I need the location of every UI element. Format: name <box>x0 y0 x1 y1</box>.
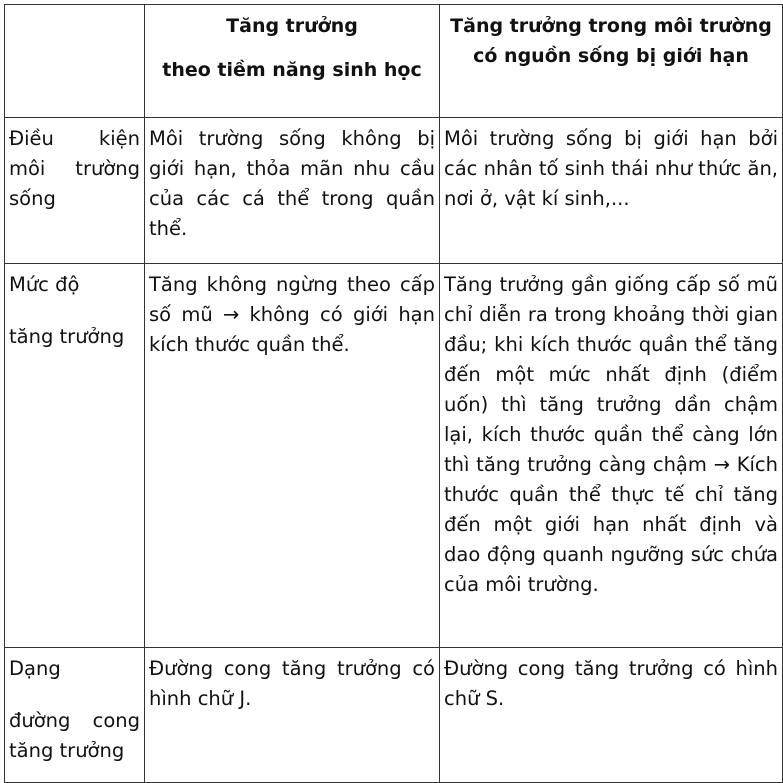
row-label-curve-shape <box>5 648 145 783</box>
header-logistic-growth: Tăng trưởng trong môi trường có nguồn sống bị giới hạn <box>440 5 783 118</box>
header-empty-cell <box>5 5 145 118</box>
cell-logistic-growth-rate: Tăng trưởng gần giống cấp số mũ chỉ diễn ra trong khoảng thời gian đầu; khi kích thước quần thể tăng đến một mức nhất định (điểm uốn) thì tăng trưởng dần chậm lại, kích thước quần thể càng lớn thì tăng trưởng càng chậm → Kích thước quần thể thực tế chỉ tăng đến một giới hạn nhất định và dao động quanh ngưỡng sức chứa của môi trường. <box>440 264 783 648</box>
table-row <box>5 648 783 783</box>
row-label-growth-rate-line1: Mức độ <box>9 273 80 296</box>
row-label-conditions: Điều kiện môi trường sống <box>5 118 145 264</box>
table-row <box>5 264 783 648</box>
row-label-growth-rate <box>5 264 145 648</box>
cell-logistic-conditions: Môi trường sống bị giới hạn bởi các nhân tố sinh thái như thức ăn, nơi ở, vật kí sinh,... <box>440 118 783 264</box>
header-row <box>5 5 783 118</box>
row-label-curve-shape-line2: đường cong tăng trưởng <box>9 709 140 762</box>
row-label-growth-rate-line2: tăng trưởng <box>9 325 125 348</box>
row-label-curve-shape-line1: Dạng <box>9 657 61 680</box>
header-exponential-growth <box>145 5 440 118</box>
table-row <box>5 118 783 264</box>
cell-exponential-growth-rate: Tăng không ngừng theo cấp số mũ → không có giới hạn kích thước quần thể. <box>145 264 440 648</box>
cell-exponential-curve-shape: Đường cong tăng trưởng có hình chữ J. <box>145 648 440 783</box>
header-exponential-line2: theo tiềm năng sinh học <box>162 59 422 81</box>
header-exponential-line1: Tăng trưởng <box>226 15 358 37</box>
cell-logistic-curve-shape: Đường cong tăng trưởng có hình chữ S. <box>440 648 783 783</box>
cell-exponential-conditions: Môi trường sống không bị giới hạn, thỏa mãn nhu cầu của các cá thể trong quần thể. <box>145 118 440 264</box>
comparison-table <box>4 4 783 783</box>
